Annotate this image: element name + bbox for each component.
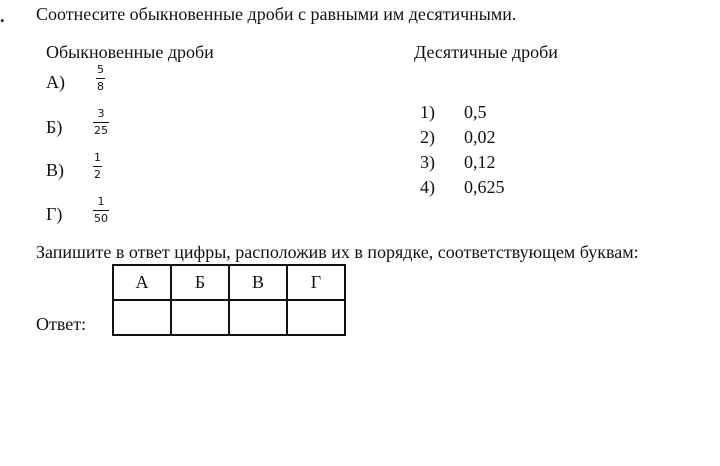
answer-header-a: А [113, 265, 171, 300]
answer-input-row [113, 300, 345, 335]
fraction-v-numerator: 1 [94, 151, 101, 164]
fraction-g-bar [93, 210, 109, 211]
answer-cell-b[interactable] [171, 300, 229, 335]
fraction-v-denominator: 2 [94, 168, 101, 181]
fraction-a [96, 64, 105, 93]
fraction-a-denominator: 8 [97, 80, 104, 93]
decimal-number-2: 2) [420, 127, 435, 147]
fraction-b-denominator: 25 [94, 124, 108, 137]
option-letter-b: Б) [46, 117, 63, 137]
option-letter-v: В) [46, 160, 64, 180]
answer-label: Ответ: [36, 314, 87, 334]
fraction-v [93, 152, 102, 181]
answer-header-v: В [229, 265, 287, 300]
answer-header-b: Б [171, 265, 229, 300]
task-title: Соотнесите обыкновенные дроби с равными им десятичными. [36, 4, 517, 24]
option-letter-a: А) [46, 72, 65, 92]
decimal-number-1: 1) [420, 102, 435, 122]
decimal-value-3: 0,12 [464, 152, 496, 172]
answer-cell-g[interactable] [287, 300, 345, 335]
answer-instruction: Запишите в ответ цифры, расположив их в порядке, соответствующем буквам: [36, 242, 639, 262]
decimal-value-4: 0,625 [464, 177, 505, 197]
answer-header-row [113, 265, 345, 300]
fraction-b [93, 108, 109, 137]
option-letter-g: Г) [46, 204, 63, 224]
fraction-v-bar [93, 166, 102, 167]
fraction-g-denominator: 50 [94, 212, 108, 225]
decimal-value-2: 0,02 [464, 127, 496, 147]
decimal-fractions-header: Десятичные дроби [414, 42, 558, 62]
answer-header-g: Г [287, 265, 345, 300]
common-fractions-header: Обыкновенные дроби [46, 42, 214, 62]
fraction-g [93, 196, 109, 225]
answer-cell-v[interactable] [229, 300, 287, 335]
fraction-a-bar [96, 78, 105, 79]
fraction-b-bar [93, 122, 109, 123]
task-bullet: . [0, 6, 5, 26]
fraction-g-numerator: 1 [97, 195, 105, 208]
answer-table [112, 264, 346, 336]
fraction-b-numerator: 3 [97, 107, 105, 120]
decimal-value-1: 0,5 [464, 102, 487, 122]
answer-cell-a[interactable] [113, 300, 171, 335]
decimal-number-4: 4) [420, 177, 435, 197]
fraction-a-numerator: 5 [97, 63, 104, 76]
decimal-number-3: 3) [420, 152, 435, 172]
